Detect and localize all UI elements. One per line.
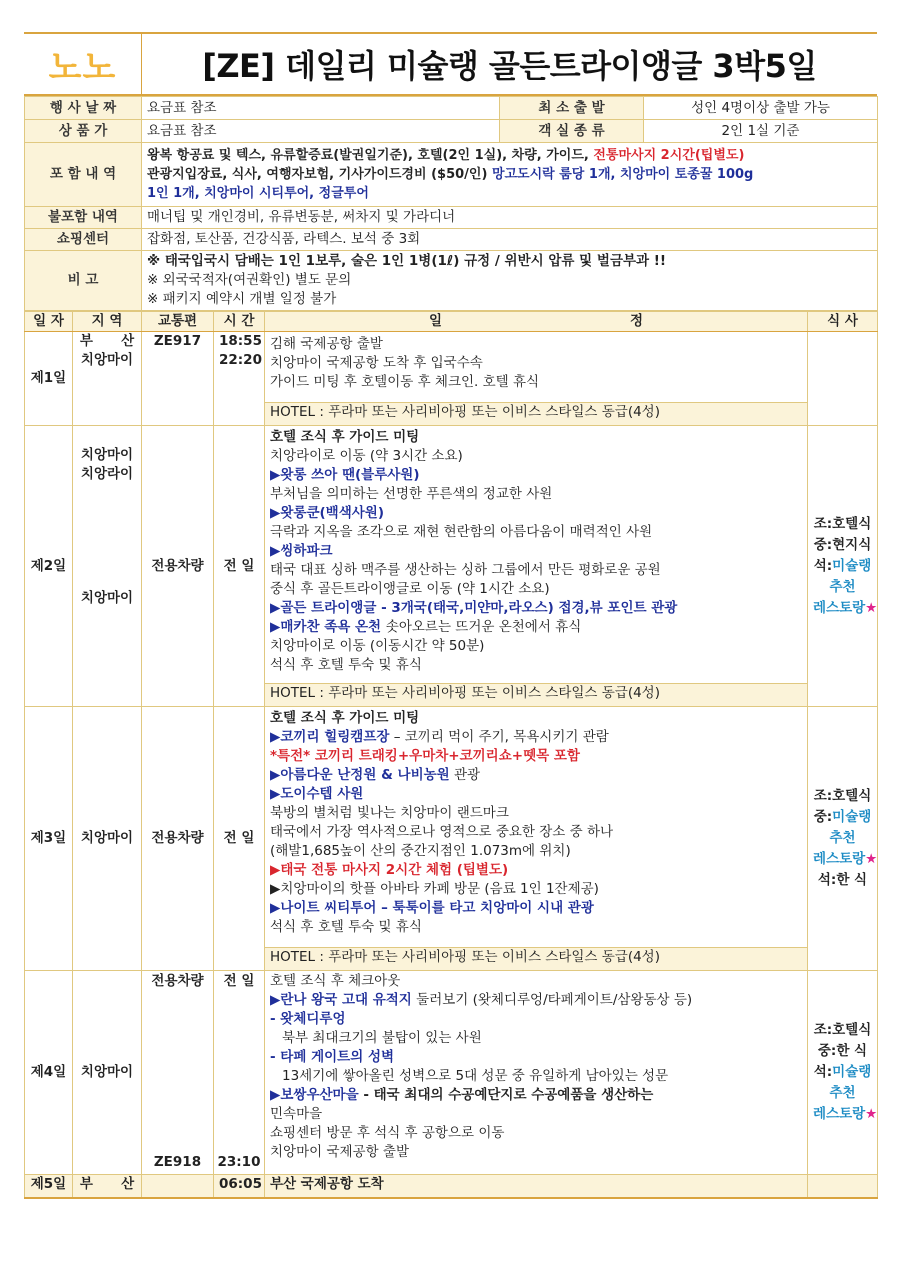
day-3: 제3일 [25,707,73,971]
day-4-itinerary: 호텔 조식 후 체크아웃 ▶란나 왕국 고대 유적지 둘러보기 (왓체디루엉/타페게이트/삼왕동상 등) - 왓체디루엉 북부 최대크기의 불탑이 있는 사원 - 타페 게이트의 성벽 13세기에 쌓아올린 성벽으로 5대 성문 중 유일하게 남아있는 성문 ▶보쌍우산마을 - 태국 최대의 수공예단지로 수공예품을 생산하는 민속마을 쇼핑센터 방문 후 석식 후 공항으로 이동 치앙마이 국제공항 출발 [265,971,808,1175]
day-2-region: 치앙마이 치앙라이 치앙마이 [73,426,142,707]
day-1-meal [808,332,878,426]
day-1: 제1일 [25,332,73,426]
excluded-value: 매너팁 및 개인경비, 유류변동분, 써차지 및 가라디너 [142,207,878,229]
day-5-time: 06:05 [214,1175,265,1199]
room-type-value: 2인 1실 기준 [644,120,878,143]
day-5-meal [808,1175,878,1199]
day-1-itinerary: 김해 국제공항 출발 치앙마이 국제공항 도착 후 입국수속 가이드 미팅 후 호텔이동 후 체크인. 호텔 휴식 [265,332,808,403]
day-1-times: 18:55 22:20 [214,332,265,426]
col-transport: 교통편 [142,312,214,332]
day-2-transport: 전용차량 [142,426,214,707]
product-info-table [24,96,878,311]
col-itinerary: 일 정 [265,312,808,332]
included-line-1: 왕복 항공료 및 텍스, 유류할증료(발권일기준), 호텔(2인 1실), 차량, 가이드, [147,148,594,163]
schedule-table [24,311,878,1199]
day-3-meal: 조:호텔식 중:미슐랭 추천 레스토랑★ 석:한 식 [808,707,878,971]
day-4-time: 전 일 23:10 [214,971,265,1175]
star-icon: ★ [865,599,878,616]
included-label: 포 함 내 역 [25,143,142,207]
note-2: ※ 외국국적자(여권확인) 별도 문의 [147,272,352,288]
shopping-value: 잡화점, 토산품, 건강식품, 라텍스. 보석 중 3회 [142,229,878,251]
excluded-label: 불포함 내역 [25,207,142,229]
included-line-2: 관광지입장료, 식사, 여행자보험, 기사가이드경비 ($50/인) [147,167,492,182]
room-type-label: 객 실 종 류 [500,120,644,143]
included-value [142,143,878,207]
price-value: 요금표 참조 [142,120,500,143]
day-4-transport: 전용차량 ZE918 [142,971,214,1175]
day-2: 제2일 [25,426,73,707]
col-region: 지 역 [73,312,142,332]
note-3: ※ 패키지 예약시 개별 일정 불가 [147,291,337,307]
day-1-region: 부 산 치앙마이 [73,332,142,426]
day-5-region: 부 산 [73,1175,142,1199]
included-line-3: 1인 1개, 치앙마이 시티투어, 정글투어 [147,186,369,201]
day-4-meal: 조:호텔식 중:한 식 석:미슐랭 추천 레스토랑★ [808,971,878,1175]
day-2-time: 전 일 [214,426,265,707]
star-icon: ★ [865,1106,878,1122]
shopping-label: 쇼핑센터 [25,229,142,251]
day-5-itinerary: 부산 국제공항 도착 [265,1175,808,1199]
day-2-itinerary: 호텔 조식 후 가이드 미팅 치앙라이로 이동 (약 3시간 소요) ▶왓롱 쓰아 땐(블루사원) 부처님을 의미하는 선명한 푸른색의 정교한 사원 ▶왓롱쿤(백색사원) 극락과 지옥을 조각으로 재현 현란함의 아름다움이 매력적인 사원 ▶씽하파크 태국 대표 싱하 맥주를 생산하는 싱하 그룹에서 만든 평화로운 공원 중식 후 골든트라이앵글로 이동 (약 1시간 소요) ▶골든 트라이앵글 - 3개국(태국,미얀마,라오스) 접경,뷰 포인트 관광 ▶매카찬 족욕 온천 솟아오르는 뜨거운 온천에서 휴식 치앙마이로 이동 (이동시간 약 50분) 석식 후 호텔 투숙 및 휴식 [265,426,808,684]
day-3-itinerary: 호텔 조식 후 가이드 미팅 ▶코끼리 힐링캠프장 – 코끼리 먹이 주기, 목욕시키기 관람 *특전* 코끼리 트래킹+우마차+코끼리쇼+뗏목 포함 ▶아름다운 난정원 & 나비농원 관광 ▶도이수텝 사원 북방의 별처럼 빛나는 치앙마이 랜드마크 태국에서 가장 역사적으로나 영적으로 중요한 장소 중 하나 (해발1,685높이 산의 중간지점인 1.073m에 위치) ▶태국 전통 마사지 2시간 체험 (팁별도) ▶치앙마이의 핫플 아바타 카페 방문 (음료 1인 1잔제공) ▶나이트 씨티투어 – 툭툭이를 타고 치앙마이 시내 관광 석식 후 호텔 투숙 및 휴식 [265,707,808,948]
day-2-hotel: HOTEL : 푸라마 또는 사리비아핑 또는 이비스 스타일스 동급(4성) [265,684,808,707]
day-3-time: 전 일 [214,707,265,971]
min-departure-value: 성인 4명이상 출발 가능 [644,97,878,120]
page-title: [ZE] 데일리 미슐랭 골든트라이앵글 3박5일 [202,47,817,85]
day-1-flight: ZE917 [142,332,214,426]
star-icon: ★ [865,851,878,867]
day-3-hotel: HOTEL : 푸라마 또는 사리비아핑 또는 이비스 스타일스 동급(4성) [265,948,808,971]
itinerary-page [24,32,877,1199]
title-bar [24,32,877,96]
day-2-meal: 조:호텔식 중:현지식 석:미슐랭 추천 레스토랑★ [808,426,878,707]
day-1-hotel: HOTEL : 푸라마 또는 사리비아핑 또는 이비스 스타일스 동급(4성) [265,403,808,426]
day-3-region: 치앙마이 [73,707,142,971]
day-4-time2: 23:10 [217,1154,261,1170]
day-4-region: 치앙마이 [73,971,142,1175]
min-departure-label: 최 소 출 발 [500,97,644,120]
included-massage: 전통마사지 2시간(팁별도) [593,148,745,163]
note-1: ※ 태국입국시 담배는 1인 1보루, 술은 1인 1병(1ℓ) 규정 / 위반시 압류 및 벌금부과 !! [147,253,667,269]
brand-logo: 노노 [24,34,142,94]
day-4-flight: ZE918 [153,1154,202,1170]
notes-value [142,251,878,311]
col-day: 일 자 [25,312,73,332]
col-meal: 식 사 [808,312,878,332]
day-5: 제5일 [25,1175,73,1199]
price-label: 상 품 가 [25,120,142,143]
day-5-transport [142,1175,214,1199]
date-value: 요금표 참조 [142,97,500,120]
included-gifts: 망고도시락 룸당 1개, 치앙마이 토종꿀 100g [491,167,754,182]
notes-label: 비 고 [25,251,142,311]
day-3-transport: 전용차량 [142,707,214,971]
col-time: 시 간 [214,312,265,332]
date-label: 행 사 날 짜 [25,97,142,120]
day-4: 제4일 [25,971,73,1175]
